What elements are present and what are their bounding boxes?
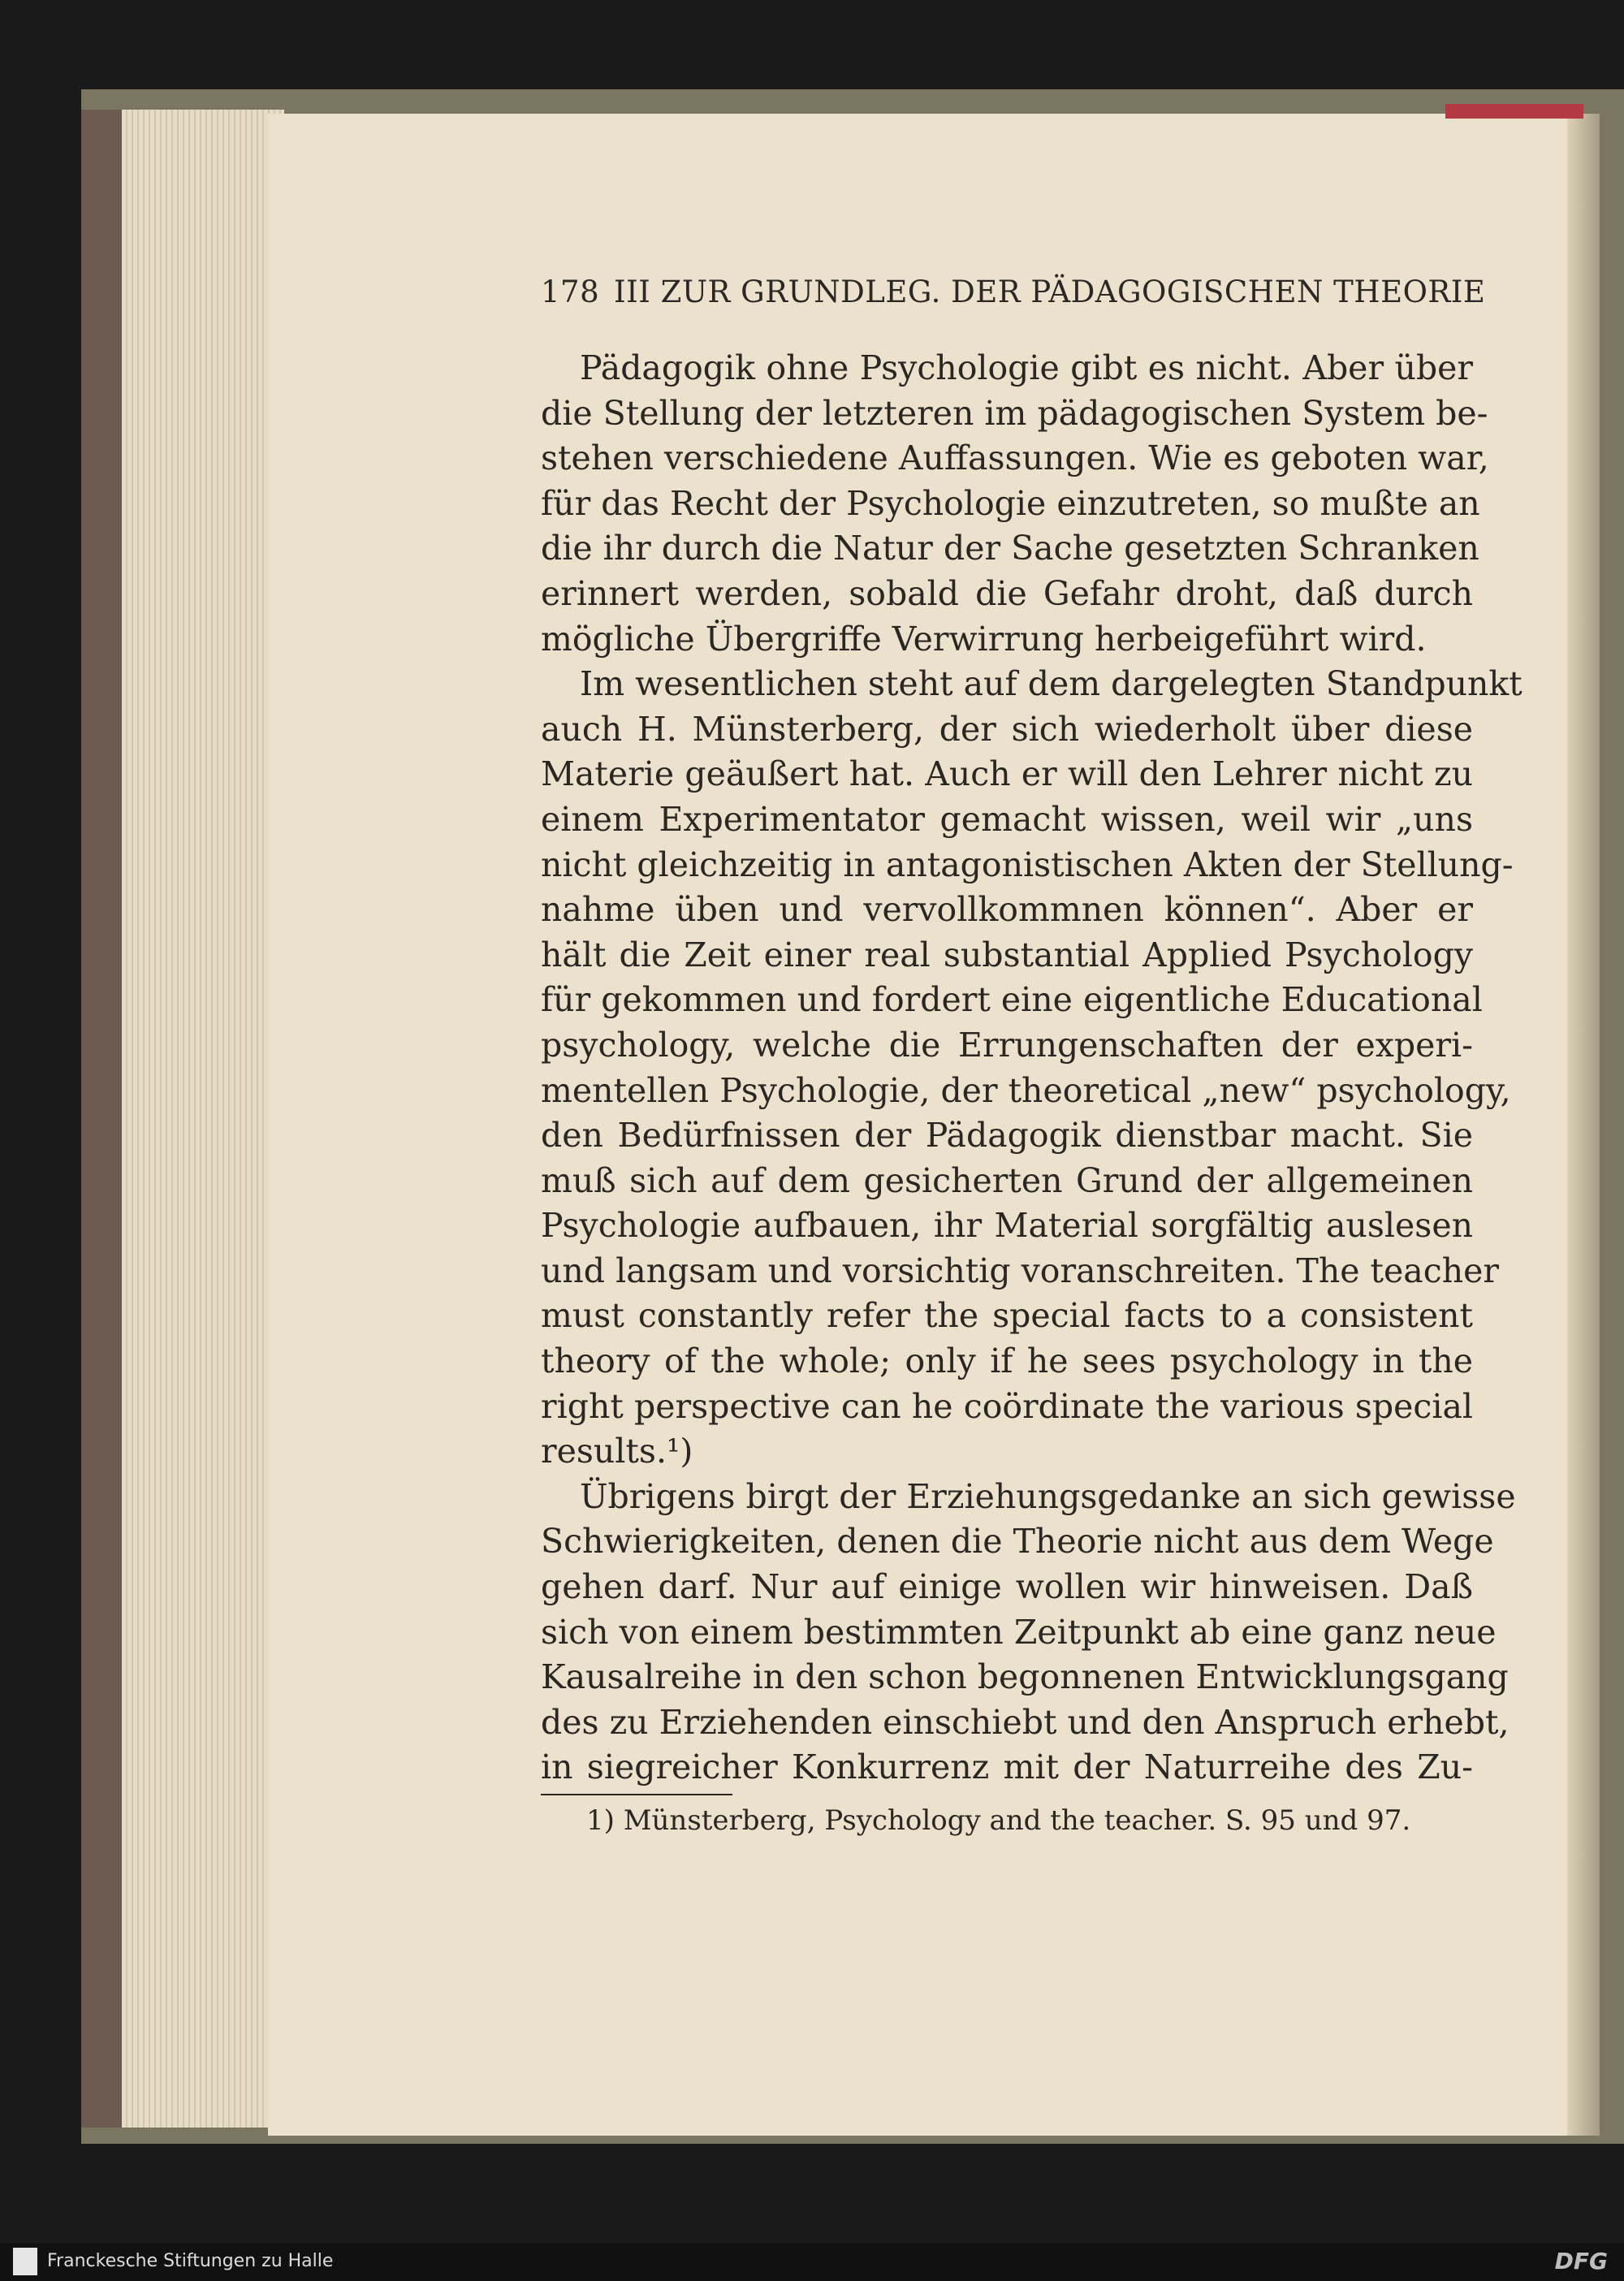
page-number: 178 (541, 274, 600, 309)
text-line: nicht gleichzeitig in antagonistischen Akten der Stellung- (541, 845, 1514, 884)
institution-name: Franckesche Stiftungen zu Halle (47, 2251, 334, 2271)
text-line: die ihr durch die Natur der Sache gesetzten Schranken (541, 529, 1479, 568)
text-line: must constantly refer the special facts to a consistent (541, 1296, 1473, 1336)
running-header (541, 274, 1486, 309)
body-text (541, 346, 1522, 1791)
text-line: Materie geäußert hat. Auch er will den Lehrer nicht zu (541, 754, 1473, 794)
text-line: results.¹) (541, 1432, 693, 1471)
footnote: 1) Münsterberg, Psychology and the teacher. S. 95 und 97. (586, 1804, 1411, 1837)
text-line: auch H. Münsterberg, der sich wiederholt über diese (541, 709, 1473, 749)
text-line: Schwierigkeiten, denen die Theorie nicht aus dem Wege (541, 1522, 1494, 1562)
dfg-logo: DFG (1554, 2248, 1608, 2275)
text-line: sich von einem bestimmten Zeitpunkt ab eine ganz neue (541, 1612, 1497, 1652)
running-title: III ZUR GRUNDLEG. DER PÄDAGOGISCHEN THEORIE (614, 274, 1486, 309)
text-line: einem Experimentator gemacht wissen, weil wir „uns (541, 799, 1473, 839)
text-line: right perspective can he coördinate the various special (541, 1386, 1473, 1426)
text-line: Psychologie aufbauen, ihr Material sorgfältig auslesen (541, 1206, 1473, 1246)
text-line: hält die Zeit einer real substantial Applied Psychology (541, 935, 1473, 974)
text-line: des zu Erziehenden einschiebt und den Anspruch erhebt, (541, 1702, 1510, 1742)
text-line: für das Recht der Psychologie einzutreten, so mußte an (541, 483, 1480, 523)
text-line: Pädagogik ohne Psychologie gibt es nicht. Aber über (580, 348, 1473, 387)
text-line: den Bedürfnissen der Pädagogik dienstbar macht. Sie (541, 1116, 1473, 1156)
text-line: mögliche Übergriffe Verwirrung herbeigeführt wird. (541, 619, 1427, 659)
text-line: und langsam und vorsichtig voranschreiten. The teacher (541, 1251, 1499, 1290)
text-line: theory of the whole; only if he sees psychology in the (541, 1341, 1473, 1381)
text-line: stehen verschiedene Auffassungen. Wie es geboten war, (541, 438, 1489, 478)
text-line: die Stellung der letzteren im pädagogischen System be- (541, 393, 1488, 433)
institution-logo-icon (13, 2248, 37, 2275)
text-line: erinnert werden, sobald die Gefahr droht, daß durch (541, 573, 1473, 613)
text-line: nahme üben und vervollkommnen können“. Aber er (541, 890, 1473, 930)
page-edges (122, 110, 284, 2128)
text-line: gehen darf. Nur auf einige wollen wir hinweisen. Daß (541, 1567, 1473, 1607)
book-spine (81, 110, 126, 2128)
text-line: Im wesentlichen steht auf dem dargelegten Standpunkt (580, 664, 1522, 704)
footnote-rule (541, 1794, 732, 1795)
text-line: muß sich auf dem gesicherten Grund der allgemeinen (541, 1160, 1473, 1200)
text-line: psychology, welche die Errungenschaften der experi- (541, 1025, 1473, 1065)
text-line: Kausalreihe in den schon begonnenen Entwicklungsgang (541, 1657, 1509, 1697)
page-gutter (1567, 114, 1600, 2136)
text-line: mentellen Psychologie, der theoretical „new“ psychology, (541, 1070, 1511, 1110)
text-line: Übrigens birgt der Erziehungsgedanke an sich gewisse (580, 1476, 1516, 1516)
bookmark-ribbon (1445, 104, 1583, 119)
text-line: für gekommen und fordert eine eigentliche Educational (541, 980, 1483, 1020)
text-line: in siegreicher Konkurrenz mit der Naturreihe des Zu- (541, 1747, 1473, 1787)
